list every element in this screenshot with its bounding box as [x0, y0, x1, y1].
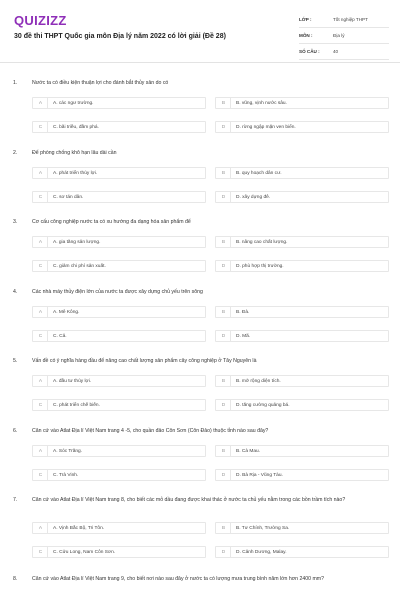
option-letter: B [217, 376, 231, 386]
question-number: 6. [13, 428, 18, 434]
option-text: B. quy hoạch dân cư. [236, 170, 282, 176]
option-letter: C [34, 192, 48, 202]
option-letter: A [34, 98, 48, 108]
option-b[interactable] [215, 236, 389, 248]
option-letter: C [34, 122, 48, 132]
option-d[interactable] [215, 399, 389, 411]
question-number: 3. [13, 219, 18, 225]
option-text: C. Cửu Long, Nam Côn Sơn. [53, 549, 116, 555]
question-text: Cơ cấu công nghiệp nước ta có xu hướng đa dạng hóa sản phẩm để [32, 219, 191, 225]
option-letter: D [217, 192, 231, 202]
option-d[interactable] [215, 330, 389, 342]
header-divider [0, 62, 400, 63]
option-text: A. phát triển thủy lợi. [53, 170, 98, 176]
question-text: Để phòng chống khô hạn lâu dài cần [32, 150, 117, 156]
option-text: C. sơ tán dân. [53, 194, 84, 200]
option-letter: A [34, 237, 48, 247]
option-letter: B [217, 237, 231, 247]
option-letter: A [34, 446, 48, 456]
option-text: A. Sóc Trăng. [53, 448, 83, 454]
option-d[interactable] [215, 191, 389, 203]
option-text: D. rừng ngập mặn ven biển. [236, 124, 296, 130]
option-text: B. vũng, vịnh nước sâu. [236, 100, 287, 106]
option-c[interactable] [32, 260, 206, 272]
page-title: 30 đề thi THPT Quốc gia môn Địa lý năm 2022 có lời giải (Đề 28) [14, 33, 226, 40]
meta-row-count [299, 44, 389, 60]
option-text: B. nâng cao chất lượng. [236, 239, 288, 245]
meta-key: SỐ CÂU : [299, 49, 320, 54]
option-c[interactable] [32, 121, 206, 133]
option-letter: B [217, 523, 231, 533]
option-a[interactable] [32, 375, 206, 387]
option-letter: B [217, 446, 231, 456]
option-letter: C [34, 547, 48, 557]
option-text: D. Cảnh Dương, Malay. [236, 549, 287, 555]
option-text: A. gia tăng sản lượng. [53, 239, 101, 245]
question-number: 4. [13, 289, 18, 295]
option-text: D. phù hợp thị trường. [236, 263, 284, 269]
option-text: C. phát triển chế biến. [53, 402, 100, 408]
option-a[interactable] [32, 445, 206, 457]
meta-table [299, 12, 389, 60]
question-text: Căn cứ vào Atlat Địa lí Việt Nam trang 4 -5, cho quần đảo Côn Sơn (Côn Đảo) thuộc tỉnh nào sau đây? [32, 428, 269, 434]
option-letter: D [217, 400, 231, 410]
option-a[interactable] [32, 306, 206, 318]
question-number: 2. [13, 150, 18, 156]
option-text: B. Tư Chính, Trường Sa. [236, 525, 290, 531]
option-letter: D [217, 122, 231, 132]
option-text: A. đầu tư thủy lợi. [53, 378, 92, 384]
option-b[interactable] [215, 375, 389, 387]
option-d[interactable] [215, 121, 389, 133]
option-text: B. mở rộng diện tích. [236, 378, 281, 384]
meta-key: LỚP : [299, 17, 312, 22]
question-number: 1. [13, 80, 18, 86]
option-letter: B [217, 168, 231, 178]
option-text: C. Cả. [53, 333, 67, 339]
option-a[interactable] [32, 97, 206, 109]
option-letter: A [34, 376, 48, 386]
option-d[interactable] [215, 260, 389, 272]
option-text: A. các ngư trường. [53, 100, 94, 106]
option-d[interactable] [215, 546, 389, 558]
option-letter: B [217, 307, 231, 317]
option-letter: B [217, 98, 231, 108]
question-text: Nước ta có điều kiện thuận lợi cho đánh bắt thủy sản do có [32, 80, 169, 86]
question-text: Vấn đề có ý nghĩa hàng đầu để nâng cao chất lượng sản phẩm cây công nghiệp ở Tây Nguyên là [32, 358, 257, 364]
option-b[interactable] [215, 167, 389, 179]
option-letter: A [34, 307, 48, 317]
question-number: 5. [13, 358, 18, 364]
option-text: C. bãi triều, đầm phá. [53, 124, 99, 130]
option-b[interactable] [215, 445, 389, 457]
meta-row-subject [299, 28, 389, 44]
option-text: D. tăng cường quảng bá. [236, 402, 290, 408]
option-b[interactable] [215, 522, 389, 534]
option-letter: A [34, 168, 48, 178]
option-letter: C [34, 400, 48, 410]
option-text: B. Cà Mau. [236, 448, 260, 454]
option-a[interactable] [32, 522, 206, 534]
option-text: B. Đà. [236, 309, 250, 315]
option-c[interactable] [32, 469, 206, 481]
meta-row-class [299, 12, 389, 28]
option-a[interactable] [32, 236, 206, 248]
option-letter: C [34, 261, 48, 271]
option-text: D. Bà Rịa - Vũng Tàu. [236, 472, 283, 478]
option-letter: C [34, 331, 48, 341]
option-letter: D [217, 470, 231, 480]
option-letter: D [217, 261, 231, 271]
question-text: Căn cứ vào Atlat Địa lí Việt Nam trang 9, cho biết nơi nào sau đây ở nước ta có lượng mưa trung bình năm lớn hơn 2400 mm? [32, 576, 324, 582]
option-text: A. Mê Kông. [53, 309, 80, 315]
question-text: Các nhà máy thủy điện lớn của nước ta được xây dựng chủ yếu trên sông [32, 289, 203, 295]
option-text: D. Mã. [236, 333, 251, 339]
meta-key: MÔN : [299, 33, 313, 38]
option-b[interactable] [215, 97, 389, 109]
option-letter: D [217, 547, 231, 557]
option-d[interactable] [215, 469, 389, 481]
option-text: A. Vịnh Bắc Bộ, Tri Tôn. [53, 525, 105, 531]
option-text: D. xây dựng đê. [236, 194, 271, 200]
option-c[interactable] [32, 330, 206, 342]
question-number: 8. [13, 576, 18, 582]
option-text: C. Trà Vinh. [53, 472, 79, 478]
option-c[interactable] [32, 191, 206, 203]
question-text: Căn cứ vào Atlat Địa lí Việt Nam trang 8, cho biết các mỏ dầu đang được khai thác ở nước ta chủ yếu nằm trong các bồn trầm tích nào? [32, 497, 346, 503]
question-number: 7. [13, 497, 18, 503]
option-c[interactable] [32, 546, 206, 558]
meta-value: Tốt nghiệp THPT [333, 17, 368, 22]
option-letter: D [217, 331, 231, 341]
option-letter: C [34, 470, 48, 480]
option-b[interactable] [215, 306, 389, 318]
option-c[interactable] [32, 399, 206, 411]
meta-value: Địa lý [333, 33, 345, 38]
option-text: C. giảm chi phí sản xuất. [53, 263, 106, 269]
option-letter: A [34, 523, 48, 533]
quizizz-logo: QUIZIZZ [14, 13, 67, 28]
option-a[interactable] [32, 167, 206, 179]
meta-value: 40 [333, 49, 339, 54]
